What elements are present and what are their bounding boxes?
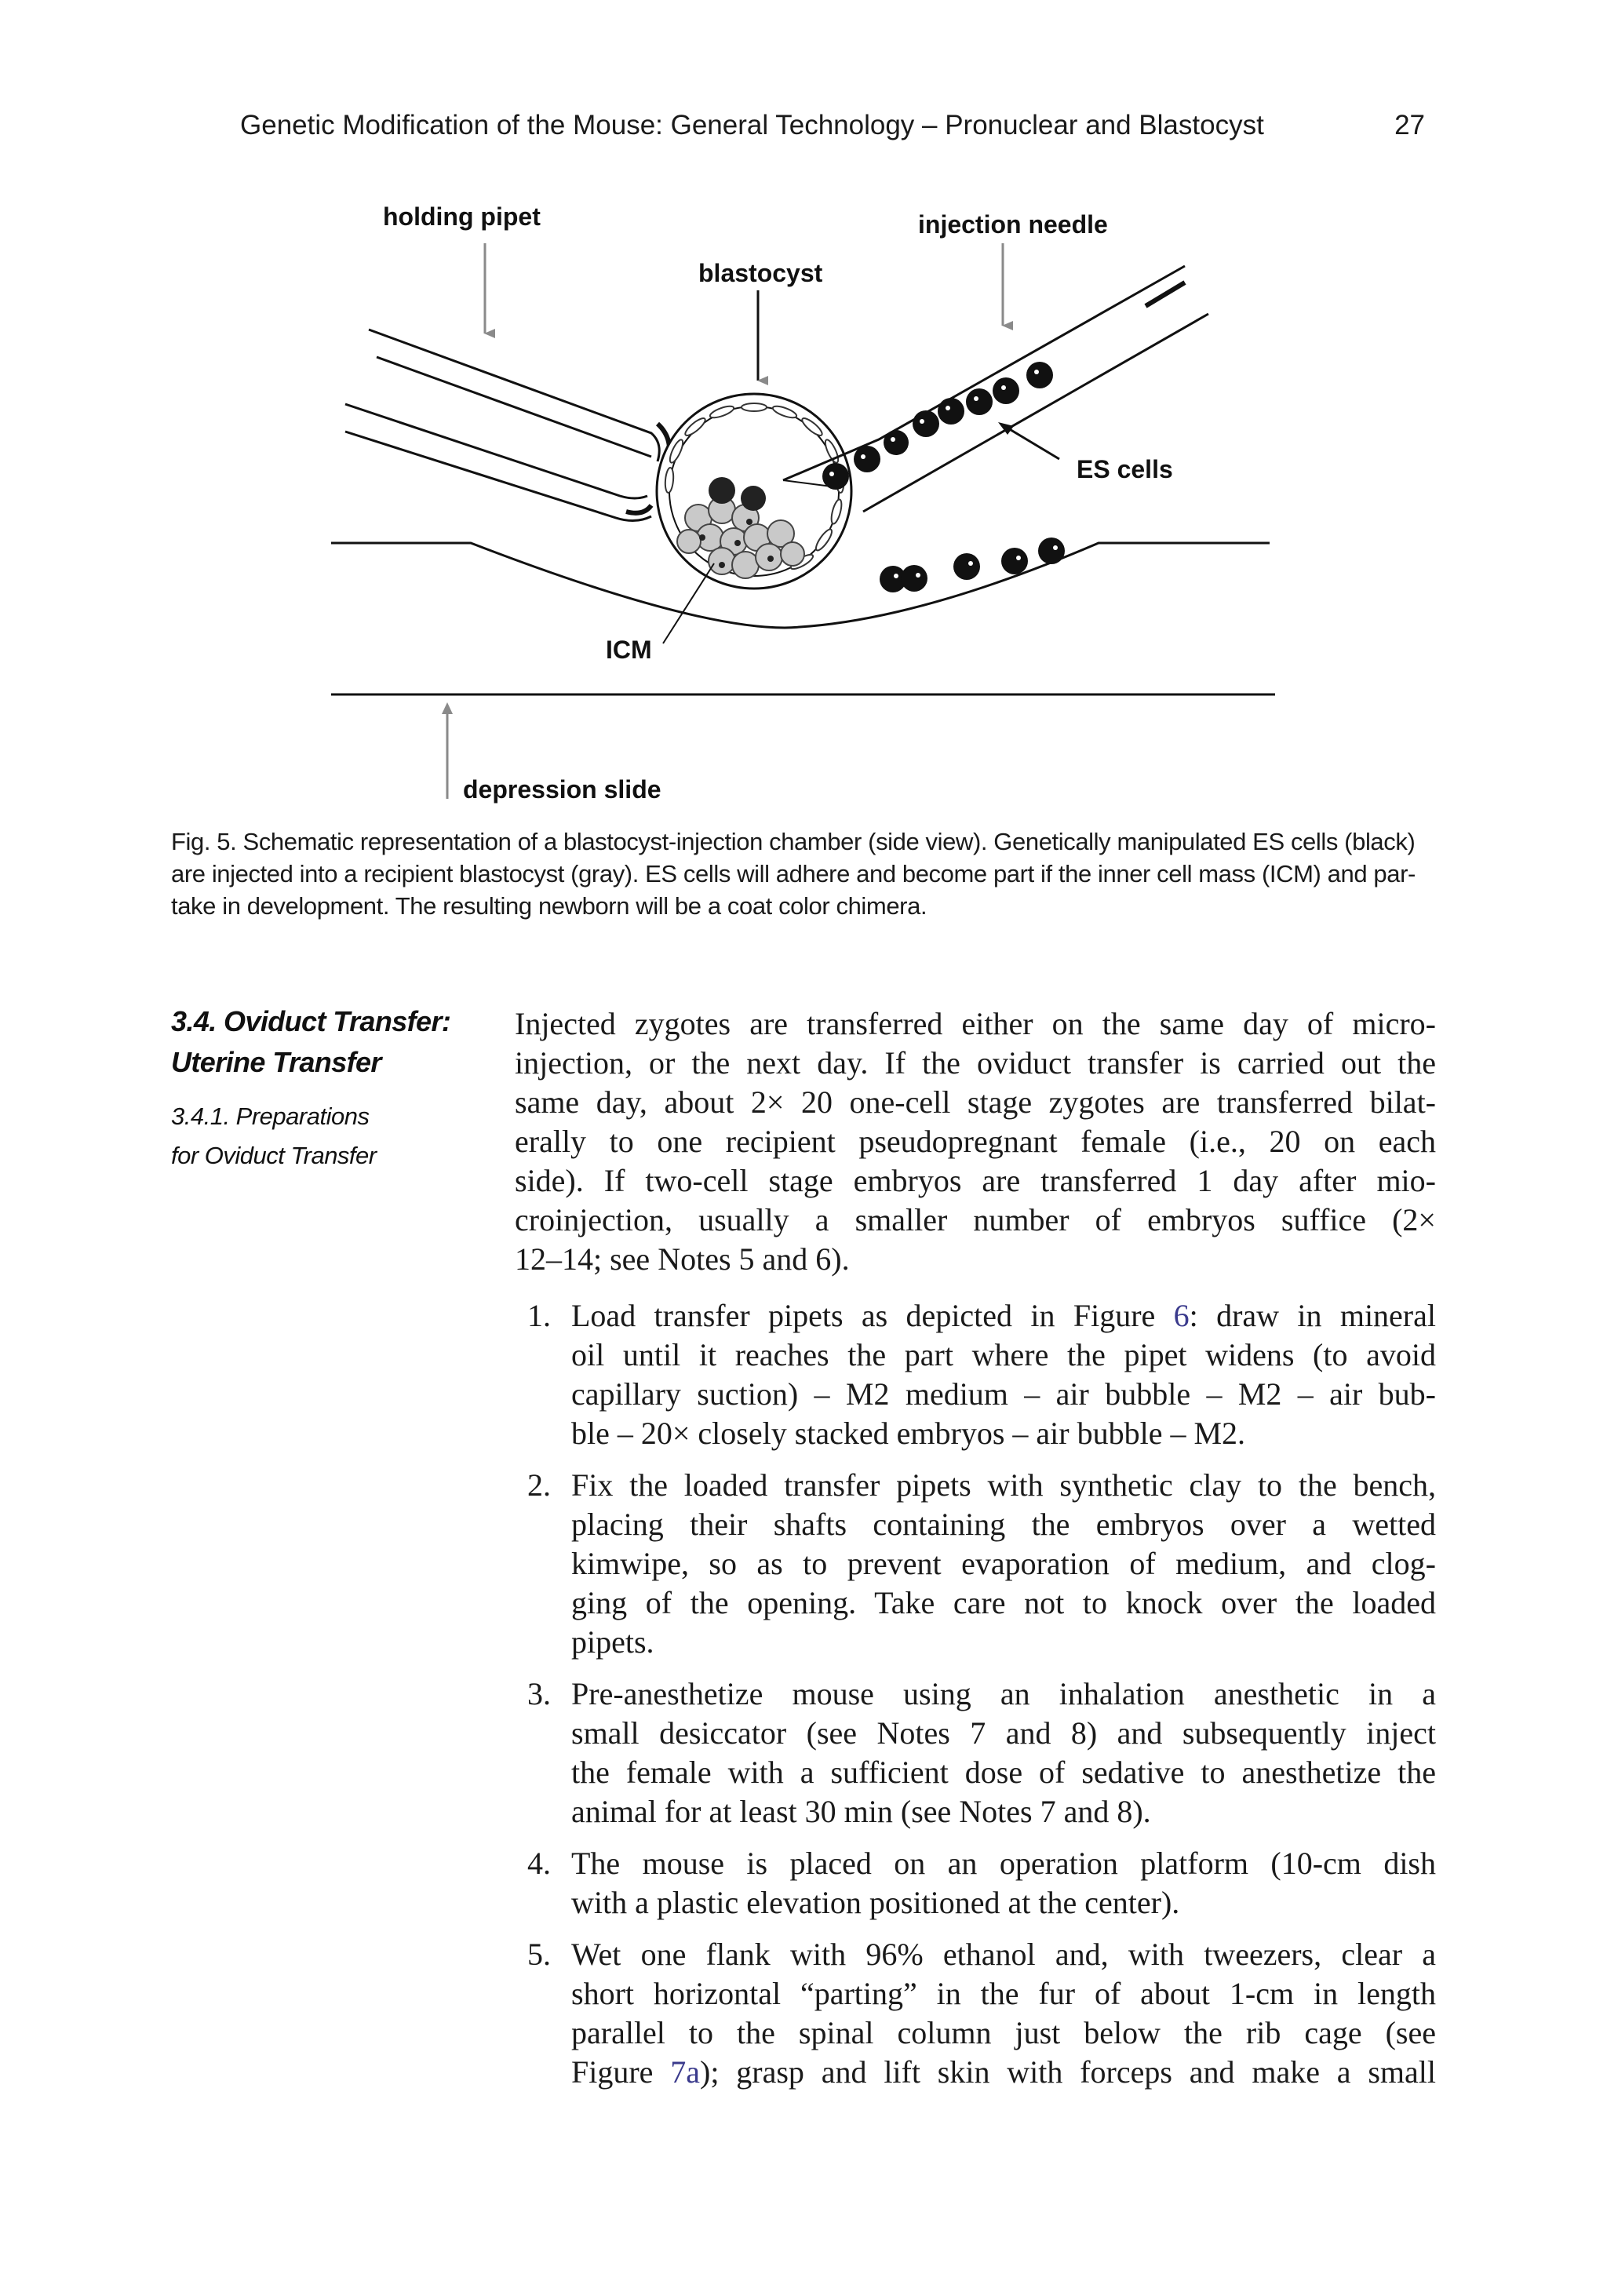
step-number: 5. [527,1937,551,1972]
es-cells [822,362,1065,592]
body-text [515,1004,1436,2092]
text-line: placing their shafts containing the embryos over a wetted [571,1507,1436,1542]
figure-5 [314,188,1303,816]
list-item [515,1844,1436,1922]
section-heading [171,1001,469,1175]
text-line: kimwipe, so as to prevent evaporation of medium, and clog- [571,1546,1436,1581]
subsection-heading-line: for Oviduct Transfer [171,1142,377,1169]
text-line: the female with a sufficient dose of sedative to anesthetize the [571,1755,1436,1790]
figure-7a-link[interactable]: 7a [670,2054,701,2090]
es-cells-pointer [1004,426,1059,459]
text-line: erally to one recipient pseudopregnant female (i.e., 20 on each [515,1124,1436,1159]
text-line: The mouse is placed on an operation platform (10-cm dish [571,1846,1436,1881]
list-item [515,1296,1436,1453]
text-line: croinjection, usually a smaller number of embryos suffice (2× [515,1202,1436,1237]
running-head [240,110,1425,141]
caption-line: Fig. 5. Schematic representation of a blastocyst-injection chamber (side view). Genetically manipulated ES cells (black) [171,828,1416,855]
text-fragment: Load transfer pipets as depicted in Figure [571,1298,1174,1333]
text-fragment: ); grasp and lift skin with forceps and make a small [700,2054,1436,2090]
icm-pointer [663,563,714,643]
text-line: animal for at least 30 min (see Notes 7 and 8). [571,1794,1151,1829]
text-line: side). If two-cell stage embryos are transferred 1 day after mio- [515,1163,1436,1198]
text-line: oil until it reaches the part where the pipet widens (to avoid [571,1337,1436,1372]
caption-line: are injected into a recipient blastocyst (gray). ES cells will adhere and become part if the inner cell mass (ICM) and par- [171,860,1416,887]
text-line: 12–14; see Notes 5 and 6). [515,1241,850,1277]
page-number: 27 [1394,110,1425,140]
section-heading-line: 3.4. Oviduct Transfer: [171,1005,451,1037]
figure-6-link[interactable]: 6 [1173,1298,1190,1333]
running-head-title: Genetic Modification of the Mouse: General Technology – Pronuclear and Blastocyst [240,110,1264,140]
text-line: parallel to the spinal column just below the rib cage (see [571,2015,1436,2050]
text-line [571,2053,1436,2092]
subsection-heading-line: 3.4.1. Preparations [171,1102,370,1130]
text-line: Fix the loaded transfer pipets with synthetic clay to the bench, [571,1467,1436,1503]
label-es-cells: ES cells [1077,455,1173,483]
text-line: Pre-anesthetize mouse using an inhalation anesthetic in a [571,1676,1436,1711]
text-line [571,1296,1436,1336]
label-blastocyst: blastocyst [698,259,823,287]
text-line: same day, about 2× 20 one-cell stage zygotes are transferred bilat- [515,1084,1436,1120]
label-holding-pipet: holding pipet [383,202,541,231]
procedure-steps [515,1296,1436,2092]
text-line: capillary suction) – M2 medium – air bubble – M2 – air bub- [571,1376,1436,1412]
label-depression-slide: depression slide [463,775,661,804]
text-line: ging of the opening. Take care not to knock over the loaded [571,1585,1436,1620]
depression-slide-arrowhead [442,702,453,714]
step-number: 2. [527,1467,551,1503]
text-line: ble – 20× closely stacked embryos – air bubble – M2. [571,1416,1246,1451]
holding-pipet [345,330,669,521]
label-injection-needle: injection needle [918,210,1108,239]
text-fragment: : draw in mineral [1189,1298,1436,1333]
step-number: 1. [527,1298,551,1333]
text-line: short horizontal “parting” in the fur of about 1-cm in length [571,1976,1436,2011]
intro-paragraph [515,1004,1436,1279]
label-icm: ICM [606,636,652,664]
list-item [515,1935,1436,2092]
text-line: Injected zygotes are transferred either on the same day of micro- [515,1006,1436,1041]
text-line: with a plastic elevation positioned at the center). [571,1885,1180,1920]
section-heading-line: Uterine Transfer [171,1046,381,1078]
step-number: 4. [527,1846,551,1881]
blastocyst [657,394,851,589]
text-fragment: Figure [571,2054,671,2090]
text-line: small desiccator (see Notes 7 and 8) and subsequently inject [571,1715,1436,1751]
text-line: Wet one flank with 96% ethanol and, with tweezers, clear a [571,1937,1436,1972]
caption-line: take in development. The resulting newborn will be a coat color chimera. [171,892,927,920]
list-item [515,1675,1436,1831]
figure-caption [171,825,1436,922]
step-number: 3. [527,1676,551,1711]
list-item [515,1466,1436,1662]
text-line: pipets. [571,1624,654,1660]
text-line: injection, or the next day. If the oviduct transfer is carried out the [515,1045,1436,1081]
